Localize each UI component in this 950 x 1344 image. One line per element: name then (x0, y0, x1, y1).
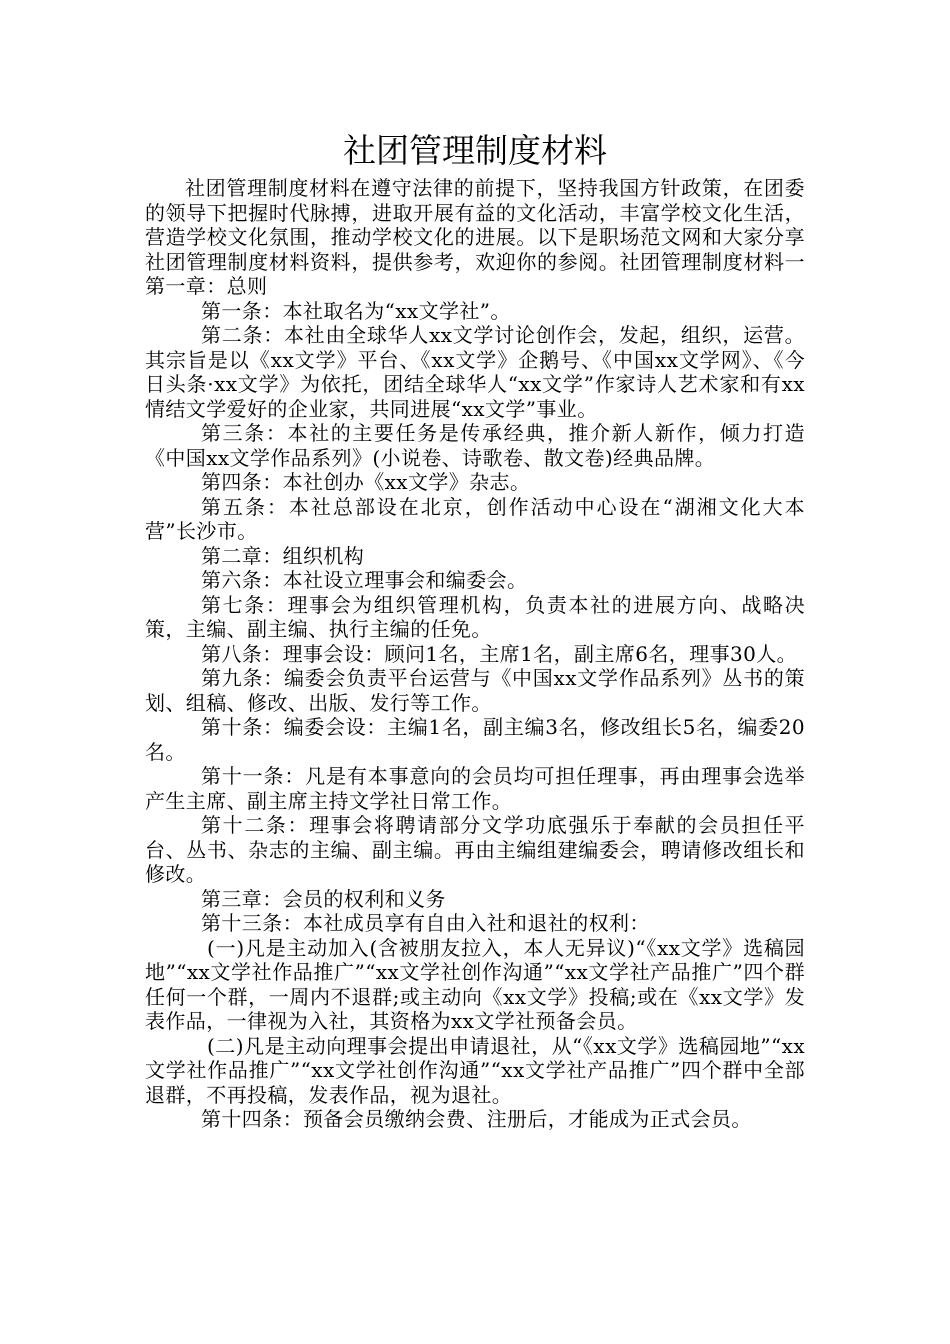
clause-paragraph: (二)凡是主动向理事会提出申请退社，从“《xx文学》选稿园地”“xx文学社作品推广”“xx文学社创作沟通”“xx文学社产品推广”四个群中全部退群，不再投稿，发表作品，视为退社。 (145, 1033, 805, 1107)
clause-paragraph: (一)凡是主动加入(含被朋友拉入，本人无异议)“《xx文学》选稿园地”“xx文学社作品推广”“xx文学社创作沟通”“xx文学社产品推广”四个群任何一个群，一周内不退群;或主动向《xx文学》投稿;或在《xx文学》发表作品，一律视为入社，其资格为xx文学社预备会员。 (145, 935, 805, 1033)
article-paragraph: 第九条：编委会负责平台运营与《中国xx文学作品系列》丛书的策划、组稿、修改、出版、发行等工作。 (145, 666, 805, 715)
article-paragraph: 第六条：本社设立理事会和编委会。 (201, 568, 528, 592)
document-page (145, 130, 805, 1132)
article-paragraph: 第十条：编委会设：主编1名，副主编3名，修改组长5名，编委20名。 (145, 715, 805, 764)
intro-paragraph: 社团管理制度材料在遵守法律的前提下，坚持我国方针政策，在团委的领导下把握时代脉搏，进取开展有益的文化活动，丰富学校文化生活，营造学校文化氛围，推动学校文化的进展。以下是职场范文网和大家分享社团管理制度材料资料，提供参考，欢迎你的参阅。社团管理制度材料一第一章：总则 (145, 176, 805, 298)
article-paragraph: 第三章：会员的权利和义务 (201, 886, 446, 911)
article-paragraph: 第十一条：凡是有本事意向的会员均可担任理事，再由理事会选举产生主席、副主席主持文学社日常工作。 (145, 764, 805, 813)
article-paragraph: 第八条：理事会设：顾问1名，主席1名，副主席6名，理事30人。 (201, 641, 798, 666)
article-paragraph: 第十四条：预备会员缴纳会费、注册后，才能成为正式会员。 (201, 1107, 752, 1131)
article-paragraph: 第三条：本社的主要任务是传承经典，推介新人新作，倾力打造《中国xx文学作品系列》(小说卷、诗歌卷、散文卷)经典品牌。 (145, 421, 805, 470)
article-paragraph: 第十二条：理事会将聘请部分文学功底强乐于奉献的会员担任平台、丛书、杂志的主编、副主编。再由主编组建编委会，聘请修改组长和修改。 (145, 813, 805, 886)
article-paragraph: 第十三条：本社成员享有自由入社和退社的权利： (201, 911, 650, 935)
article-paragraph: 第一条：本社取名为“xx文学社”。 (201, 298, 511, 323)
article-paragraph: 第五条：本社总部设在北京，创作活动中心设在“湖湘文化大本营”长沙市。 (145, 494, 805, 543)
document-title: 社团管理制度材料 (343, 131, 607, 170)
article-paragraph: 第七条：理事会为组织管理机构，负责本社的进展方向、战略决策，主编、副主编、执行主编的任免。 (145, 592, 805, 641)
article-paragraph: 第二章：组织机构 (201, 543, 365, 568)
article-paragraph: 第四条：本社创办《xx文学》杂志。 (201, 470, 531, 494)
document-body (145, 176, 805, 1132)
article-paragraph: 第二条：本社由全球华人xx文学讨论创作会，发起，组织，运营。其宗旨是以《xx文学》平台、《xx文学》企鹅号、《中国xx文学网》、《今日头条·xx文学》为依托，团结全球华人“xx文学”作家诗人艺术家和有xx情结文学爱好的企业家，共同进展“xx文学”事业。 (145, 323, 805, 421)
